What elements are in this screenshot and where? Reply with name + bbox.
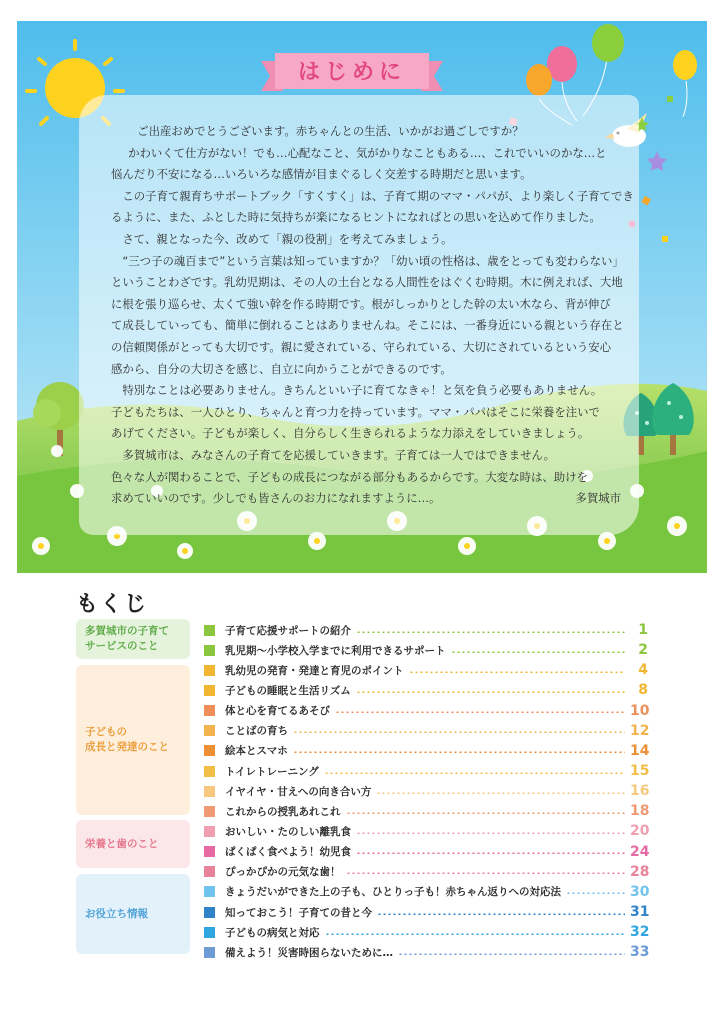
toc-entry[interactable] — [204, 801, 648, 821]
toc-entry[interactable] — [204, 882, 648, 902]
toc-leader-dots — [325, 933, 626, 935]
toc-bullet-icon — [204, 625, 215, 636]
toc-leader-dots — [324, 772, 625, 774]
toc-bullet-icon — [204, 907, 215, 918]
intro-line: “三つ子の魂百まで”という言葉は知っていますか？「幼い頃の性格は、歳をとっても変わらない」 — [122, 253, 624, 268]
toc-entry-label: ことばの育ち — [225, 725, 288, 738]
category-label: 成長と発達のこと — [85, 741, 169, 753]
intro-line: 色々な人が関わることで、子どもの成長につながる部分もあるからです。大変な時は、助けを — [111, 469, 588, 484]
toc-bullet-icon — [204, 645, 215, 656]
toc-entry-label: トイレトレーニング — [225, 765, 319, 778]
toc-page-number: 24 — [630, 843, 650, 860]
toc-leader-dots — [356, 631, 625, 633]
toc-entry[interactable] — [204, 721, 648, 741]
toc-leader-dots — [377, 913, 625, 915]
toc-bullet-icon — [204, 766, 215, 777]
toc-bullet-icon — [204, 927, 215, 938]
intro-line: るように、また、ふとした時に気持ちが楽になるヒントになればとの思いを込めて作りました。 — [111, 210, 601, 225]
toc-page-number: 16 — [630, 783, 650, 800]
toc-title: もくじ — [76, 592, 149, 617]
toc-entry[interactable] — [204, 640, 648, 660]
category-label: サービスのこと — [85, 640, 159, 652]
toc-bullet-icon — [204, 786, 215, 797]
toc-list — [204, 620, 648, 962]
toc-leader-dots — [335, 711, 625, 713]
intro-line: ということわざです。乳幼児期は、その人の土台となる人間性をはぐくむ時期。木に例えれば、大地 — [111, 275, 623, 290]
toc-leader-dots — [356, 832, 625, 834]
toc-leader-dots — [356, 691, 625, 693]
toc-page-number: 32 — [630, 924, 650, 941]
category-label: 子どもの — [85, 726, 127, 738]
toc-leader-dots — [566, 892, 625, 894]
toc-bullet-icon — [204, 886, 215, 897]
intro-line: 子どもたちは、一人ひとり、ちゃんと育つ力を持っています。ママ・パパはそこに栄養を注いで — [111, 404, 600, 419]
toc-entry-label: ぱくぱく食べよう！幼児食 — [225, 846, 351, 859]
signature: 多賀城市 — [575, 491, 621, 506]
intro-line: 多賀城市は、みなさんの子育てを応援していきます。子育ては一人ではできません。 — [122, 447, 556, 462]
toc-entry-label: ぴっかぴかの元気な歯！ — [225, 866, 341, 879]
toc-entry-label: 絵本とスマホ — [225, 745, 288, 758]
intro-line: 特別なことは必要ありません。きちんといい子に育てなきゃ！と気を負う必要もありません。 — [122, 383, 603, 398]
toc-bullet-icon — [204, 685, 215, 696]
toc-leader-dots — [293, 731, 625, 733]
toc-page-number: 18 — [630, 803, 650, 820]
page-title: はじめに — [297, 60, 406, 85]
toc-leader-dots — [376, 792, 625, 794]
toc-page-number: 1 — [638, 622, 648, 639]
toc-entry[interactable] — [204, 781, 648, 801]
toc-entry[interactable] — [204, 660, 648, 680]
toc-entry[interactable] — [204, 620, 648, 640]
toc-entry[interactable] — [204, 741, 648, 761]
toc-bullet-icon — [204, 806, 215, 817]
intro-line: あげてください。子どもが楽しく、自分らしく生きられるような力添えをしていきましょう。 — [111, 426, 590, 441]
intro-line: かわいくて仕方がない！でも…心配なこと、気がかりなこともある…、これでいいのかな…と — [128, 145, 607, 160]
intro-last-line: 求めていいのです。少しでも皆さんのお力になれますように…。 — [111, 491, 441, 506]
toc-page-number: 28 — [630, 863, 650, 880]
toc-bullet-icon — [204, 826, 215, 837]
toc-bullet-icon — [204, 947, 215, 958]
category-label: 多賀城市の子育て — [85, 625, 169, 637]
toc-bullet-icon — [204, 705, 215, 716]
intro-line: 感から、自分の大切さを感じ、自立に向かうことができるのです。 — [111, 361, 452, 376]
category-label: 栄養と歯のこと — [85, 837, 159, 850]
toc-leader-dots — [409, 671, 626, 673]
toc-page-number: 4 — [638, 662, 648, 679]
toc-entry-label: 乳幼児の発育・発達と育児のポイント — [225, 664, 404, 677]
intro-line: この子育て親育ちサポートブック「すくすく」は、子育て期のママ・パパが、より楽しく子育てでき — [122, 188, 634, 203]
intro-line: の信頼関係がとっても大切です。親に愛されている、守られている、大切にされているという安心 — [111, 339, 612, 354]
toc-bullet-icon — [204, 745, 215, 756]
toc-page-number: 33 — [630, 944, 650, 961]
toc-page-number: 12 — [630, 722, 650, 739]
toc-entry-label: 備えよう！災害時困らないために… — [225, 946, 393, 959]
toc-page-number: 20 — [630, 823, 650, 840]
toc-leader-dots — [293, 751, 625, 753]
toc-entry-label: 知っておこう！子育ての昔と今 — [225, 906, 372, 919]
toc-entry-label: 子どもの病気と対応 — [225, 926, 320, 939]
toc-entry[interactable] — [204, 862, 648, 882]
toc-entry[interactable] — [204, 821, 648, 841]
toc-entry-label: 体と心を育てるあそび — [225, 705, 330, 718]
toc-entry-label: 子育て応援サポートの紹介 — [225, 624, 351, 637]
intro-line: に根を張り巡らせ、太くて強い幹を作る時期です。根がしっかりとした幹の太い木なら、背が伸び — [111, 296, 611, 311]
toc-entry[interactable] — [204, 680, 648, 700]
toc-category-useful-info — [76, 874, 190, 954]
toc-entry-label: おいしい・たのしい離乳食 — [225, 825, 351, 838]
toc-leader-dots — [398, 953, 625, 955]
toc-leader-dots — [356, 852, 625, 854]
toc-page-number: 8 — [638, 682, 648, 699]
toc-entry[interactable] — [204, 922, 648, 942]
toc-bullet-icon — [204, 846, 215, 857]
toc-page-number: 15 — [630, 763, 650, 780]
toc-entry[interactable] — [204, 942, 648, 962]
toc-page-number: 14 — [630, 742, 650, 759]
toc-entry-label: 子どもの睡眠と生活リズム — [225, 684, 351, 697]
toc-page-number: 31 — [630, 904, 650, 921]
intro-line: ご出産おめでとうございます。赤ちゃんとの生活、いかがお過ごしですか？ — [137, 124, 524, 138]
toc-page-number: 30 — [630, 883, 650, 900]
intro-line: 悩んだり不安になる…いろいろな感情が目まぐるしく交差する時期だと思います。 — [111, 167, 532, 182]
toc-entry-label: イヤイヤ・甘えへの向き合い方 — [225, 785, 372, 798]
toc-entry[interactable] — [204, 902, 648, 922]
toc-entry-label: これからの授乳あれこれ — [225, 805, 341, 818]
toc-bullet-icon — [204, 725, 215, 736]
intro-text — [111, 121, 634, 510]
toc-leader-dots — [346, 872, 626, 874]
toc-category-nutrition-teeth — [76, 820, 190, 868]
toc-entry-label: 乳児期～小学校入学までに利用できるサポート — [225, 644, 446, 657]
toc-page-number: 10 — [630, 702, 650, 719]
toc-page-number: 2 — [638, 642, 648, 659]
toc-category-growth-development — [76, 665, 190, 815]
toc-bullet-icon — [204, 866, 215, 877]
toc-category-childcare-services — [76, 619, 190, 659]
category-label: お役立ち情報 — [85, 907, 148, 920]
toc-leader-dots — [346, 812, 626, 814]
toc-leader-dots — [451, 651, 626, 653]
toc-entry[interactable] — [204, 842, 648, 862]
toc-entry[interactable] — [204, 761, 648, 781]
intro-line: て成長していっても、簡単に倒れることはありませんね。そこには、一番身近にいる親という存在と — [111, 318, 624, 333]
toc-bullet-icon — [204, 665, 215, 676]
toc-entry-label: きょうだいができた上の子も、ひとりっ子も！赤ちゃん返りへの対応法 — [225, 886, 561, 899]
intro-line — [111, 488, 621, 510]
intro-line: さて、親となった今、改めて「親の役割」を考えてみましょう。 — [122, 231, 453, 246]
toc-entry[interactable] — [204, 701, 648, 721]
